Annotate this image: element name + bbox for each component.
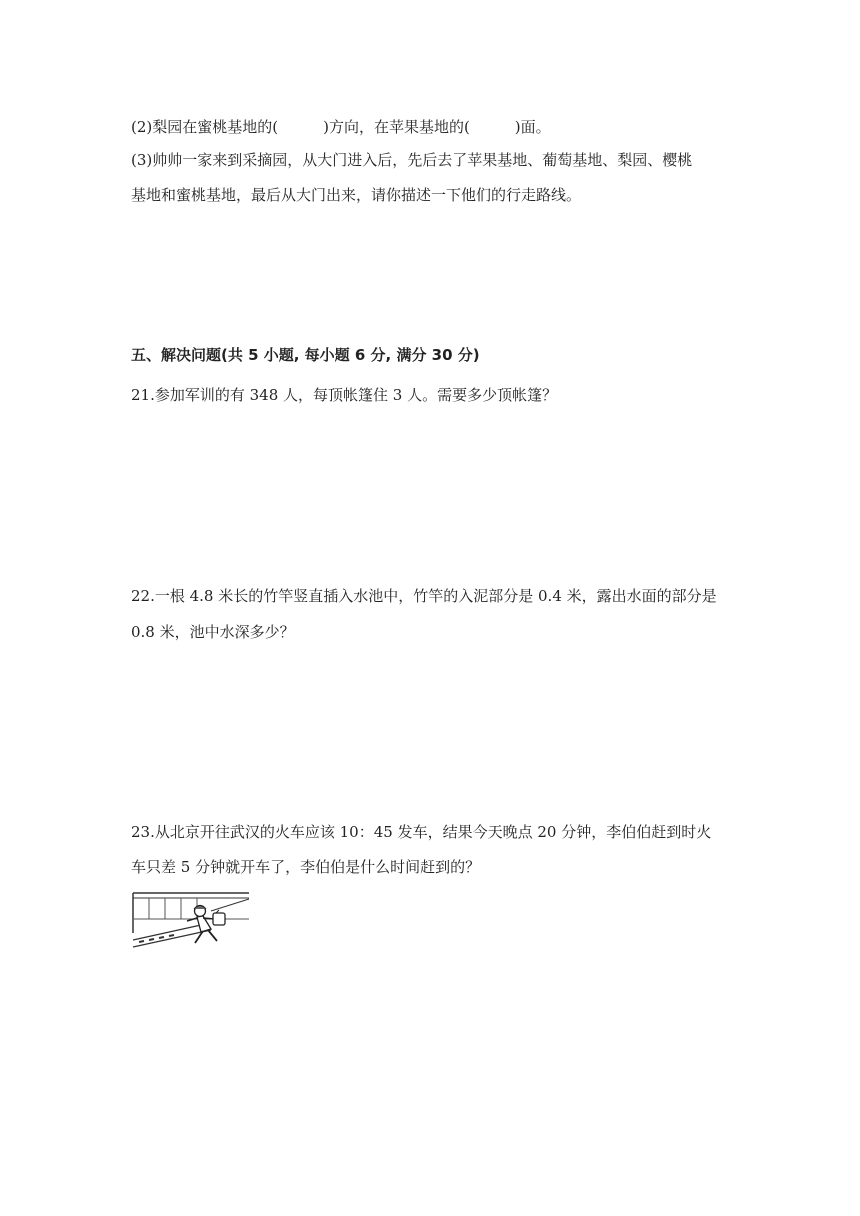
question-22-line-1: 22.一根 4.8 米长的竹竿竖直插入水池中，竹竿的入泥部分是 0.4 米，露出水面的部分是: [131, 587, 717, 605]
question-20-part-3-line-2: 基地和蜜桃基地，最后从大门出来，请你描述一下他们的行走路线。: [131, 186, 582, 204]
section-5-heading: 五、解决问题(共 5 小题, 每小题 6 分, 满分 30 分): [131, 346, 480, 364]
question-20-part-2: (2)梨园在蜜桃基地的( )方向，在苹果基地的( )面。: [131, 118, 551, 136]
question-22-line-2: 0.8 米，池中水深多少？: [131, 623, 295, 641]
running-man-on-platform-illustration: [131, 885, 251, 953]
question-23-line-2: 车只差 5 分钟就开车了，李伯伯是什么时间赶到的？: [131, 858, 481, 876]
question-21: 21.参加军训的有 348 人，每顶帐篷住 3 人。需要多少顶帐篷？: [131, 386, 558, 404]
question-20-part-3-line-1: (3)帅帅一家来到采摘园，从大门进入后，先后去了苹果基地、葡萄基地、梨园、樱桃: [131, 151, 693, 169]
question-23-line-1: 23.从北京开往武汉的火车应该 10：45 发车，结果今天晚点 20 分钟，李伯伯赶到时火: [131, 823, 712, 841]
